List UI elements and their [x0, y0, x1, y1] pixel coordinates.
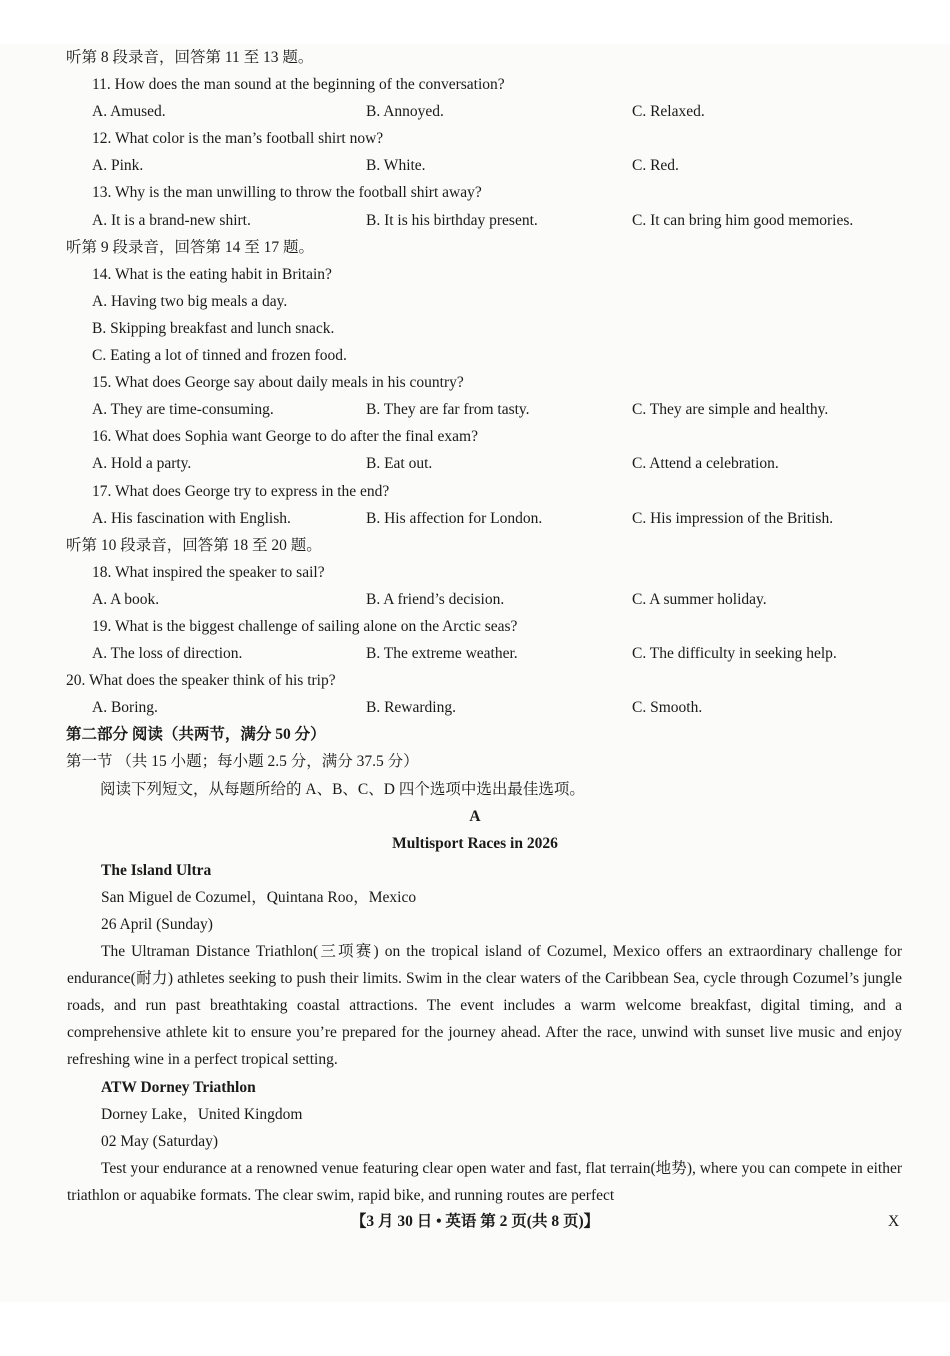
option-c: C. Eating a lot of tinned and frozen food.: [92, 347, 347, 365]
option-b: B. Rewarding.: [366, 699, 456, 717]
event-1-name: The Island Ultra: [101, 861, 212, 879]
event-2-location: Dorney Lake，United Kingdom: [101, 1105, 303, 1123]
option-b: B. White.: [366, 157, 426, 175]
question-19: 19. What is the biggest challenge of sailing alone on the Arctic seas?: [92, 617, 518, 635]
option-c: C. A summer holiday.: [632, 590, 767, 608]
question-11-options: [0, 98, 950, 125]
section-8-heading: 听第 8 段录音，回答第 11 至 13 题。: [66, 49, 314, 66]
option-b: B. Annoyed.: [366, 103, 444, 121]
option-a: A. Pink.: [92, 157, 144, 175]
option-a: A. The loss of direction.: [92, 645, 243, 663]
paper-code: X: [888, 1213, 900, 1230]
option-b: B. A friend’s decision.: [366, 590, 505, 608]
option-b: B. Skipping breakfast and lunch snack.: [92, 319, 335, 337]
question-17-options: [0, 505, 950, 532]
exam-page: [0, 44, 950, 1302]
option-b: B. The extreme weather.: [366, 645, 518, 663]
option-a: A. A book.: [92, 590, 160, 608]
option-c: C. They are simple and healthy.: [632, 401, 829, 419]
question-17: 17. What does George try to express in the end?: [92, 482, 390, 500]
section-one-heading: 第一节 （共 15 小题；每小题 2.5 分，满分 37.5 分）: [66, 753, 419, 771]
option-a: A. His fascination with English.: [92, 509, 291, 527]
option-c: C. Relaxed.: [632, 103, 705, 121]
option-c: C. His impression of the British.: [632, 509, 834, 527]
question-14: 14. What is the eating habit in Britain?: [92, 265, 332, 283]
question-15: 15. What does George say about daily meals in his country?: [92, 374, 464, 392]
question-18: 18. What inspired the speaker to sail?: [92, 563, 325, 581]
option-a: A. Boring.: [92, 699, 158, 717]
question-11: 11. How does the man sound at the beginning of the conversation?: [92, 76, 505, 94]
option-c: C. It can bring him good memories.: [632, 211, 854, 229]
question-12: 12. What color is the man’s football shirt now?: [92, 130, 384, 148]
section-9-heading: 听第 9 段录音，回答第 14 至 17 题。: [66, 238, 315, 256]
question-13-options: [0, 207, 950, 234]
reading-instruction: 阅读下列短文，从每题所给的 A、B、C、D 四个选项中选出最佳选项。: [100, 780, 585, 798]
option-b: B. His affection for London.: [366, 509, 543, 527]
question-19-options: [0, 640, 950, 667]
option-c: C. Attend a celebration.: [632, 455, 779, 473]
page-footer: [0, 1208, 950, 1235]
event-1-description: The Ultraman Distance Triathlon(三项赛) on the tropical island of Cozumel, Mexico offers an extraordinary challenge for endurance(耐力) athletes seeking to push their limits. Swim in the clear waters of the Caribbean Sea, cycle through Cozumel’s jungle roads, and run past breathtaking coastal attractions. The event includes a warm welcome breakfast, digital timing, and a comprehensive athlete kit to ensure you’re prepared for the journey ahead. After the race, unwind with sunset live music and enjoy refreshing wine in a perfect tropical setting.: [67, 943, 902, 1069]
section-10-heading: 听第 10 段录音，回答第 18 至 20 题。: [66, 536, 322, 554]
question-13: 13. Why is the man unwilling to throw the football shirt away?: [92, 184, 482, 202]
option-a: A. Having two big meals a day.: [92, 292, 288, 310]
option-a: A. Amused.: [92, 103, 166, 121]
option-b: B. It is his birthday present.: [366, 211, 538, 229]
option-c: C. The difficulty in seeking help.: [632, 645, 837, 663]
passage-letter: A: [469, 807, 481, 825]
event-2-name: ATW Dorney Triathlon: [101, 1078, 256, 1096]
question-12-options: [0, 152, 950, 179]
event-1-location: San Miguel de Cozumel，Quintana Roo，Mexico: [101, 888, 417, 906]
option-c: C. Smooth.: [632, 699, 703, 717]
event-2-description: Test your endurance at a renowned venue featuring clear open water and fast, flat terrain(地势), where you can compete in either triathlon or aquabike formats. The clear swim, rapid bike, and running routes are perfect: [67, 1159, 902, 1204]
option-a: A. Hold a party.: [92, 455, 192, 473]
option-c: C. Red.: [632, 157, 679, 175]
question-20: 20. What does the speaker think of his trip?: [66, 672, 336, 690]
question-16-options: [0, 450, 950, 477]
question-20-options: [0, 694, 950, 721]
question-18-options: [0, 586, 950, 613]
part-two-heading: 第二部分 阅读（共两节，满分 50 分）: [66, 726, 326, 744]
event-1-date: 26 April (Sunday): [101, 916, 213, 933]
option-a: A. It is a brand-new shirt.: [92, 211, 251, 229]
option-b: B. Eat out.: [366, 455, 433, 473]
option-a: A. They are time-consuming.: [92, 401, 274, 419]
page-content: [0, 44, 950, 1209]
question-16: 16. What does Sophia want George to do after the final exam?: [92, 428, 478, 446]
passage-title: Multisport Races in 2026: [392, 834, 558, 852]
page-info: 【3 月 30 日 • 英语 第 2 页(共 8 页)】: [350, 1213, 600, 1230]
option-b: B. They are far from tasty.: [366, 401, 530, 419]
question-15-options: [0, 396, 950, 423]
event-2-date: 02 May (Saturday): [101, 1132, 219, 1150]
